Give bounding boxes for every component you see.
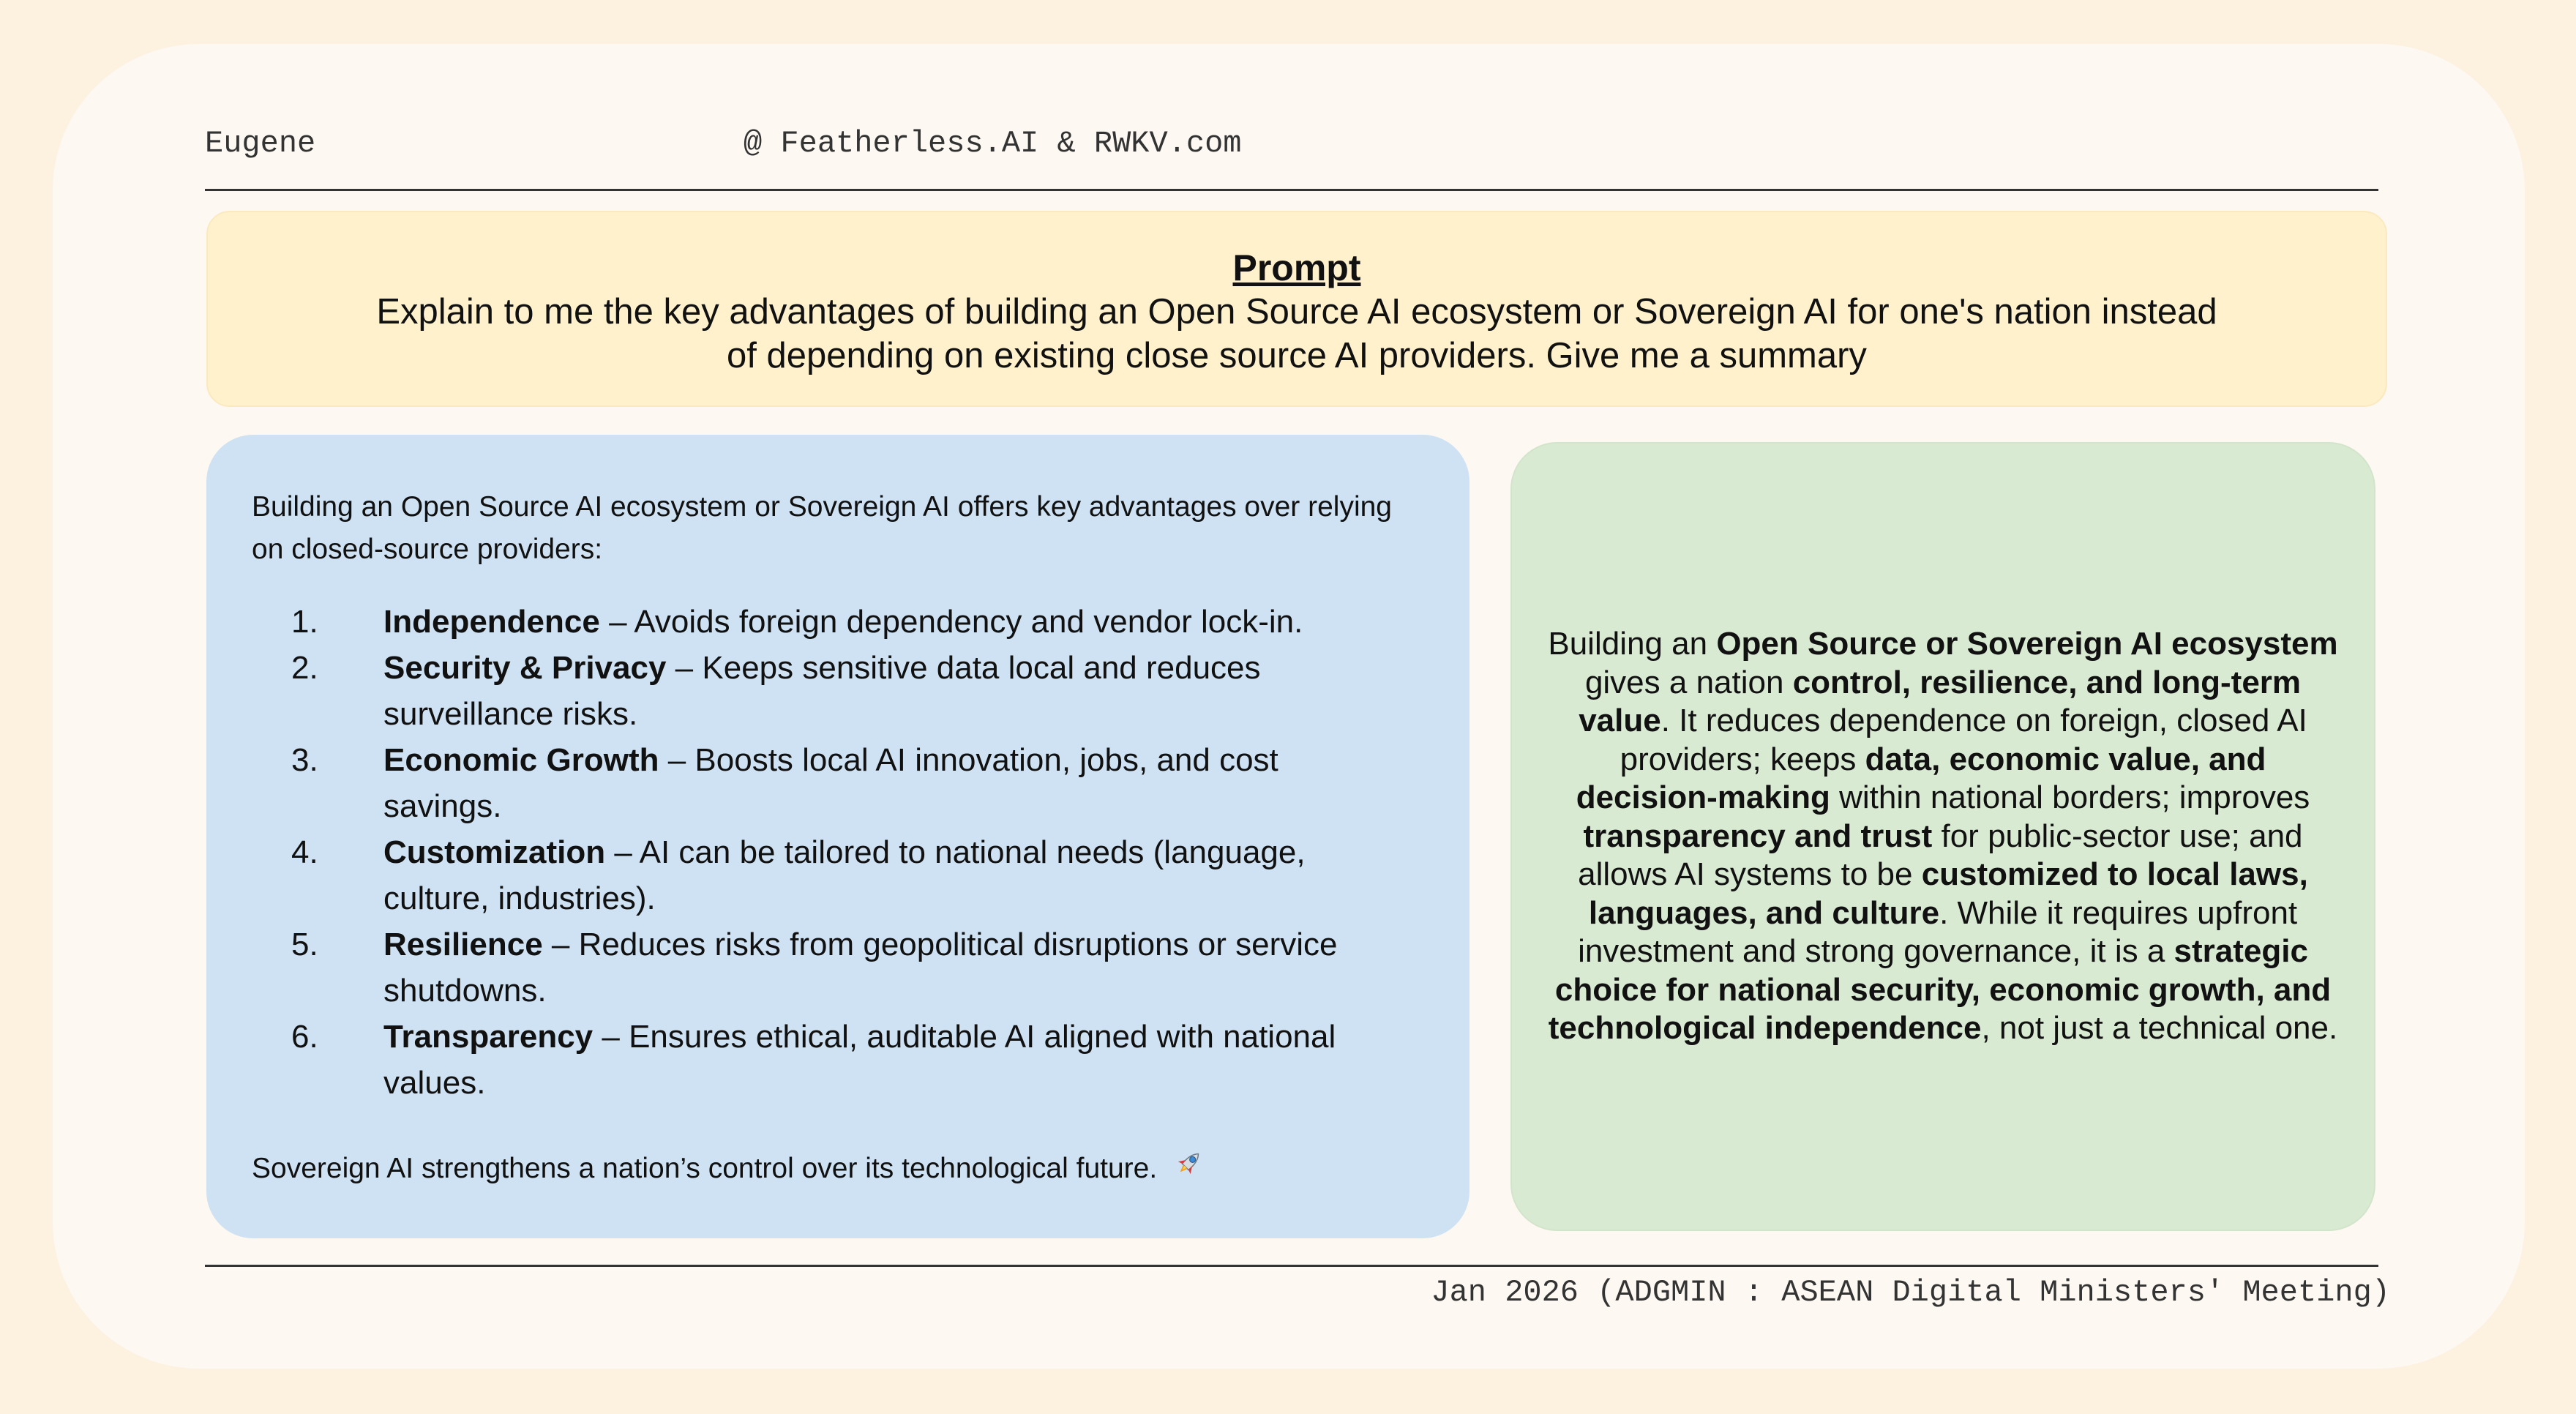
summary-segment-bold: data, economic value, and decision-making xyxy=(1576,741,2266,816)
list-item-title: Transparency xyxy=(383,1019,594,1055)
list-item-text: – Keeps sensitive data local and reduces surveillance risks. xyxy=(383,650,1261,732)
affiliation: @ Featherless.AI & RWKV.com xyxy=(744,126,1242,161)
prompt-text: Explain to me the key advantages of building an Open Source AI ecosystem or Sovereign AI for one's nation instead of depending on existing close source AI providers. Give me a summary xyxy=(376,292,2217,375)
list-item-number: 4. xyxy=(291,834,318,870)
summary-segment: . It reduces dependence on foreign, closed AI providers; keeps xyxy=(1620,703,2307,777)
left-response-intro: Building an Open Source AI ecosystem or Sovereign AI offers key advantages over relying on closed-source providers: xyxy=(252,491,1393,565)
list-item-number: 2. xyxy=(291,650,318,686)
list-item-text: – Boosts local AI innovation, jobs, and cost savings. xyxy=(383,742,1278,824)
list-item xyxy=(252,1014,1426,1106)
prompt-title: Prompt xyxy=(1232,247,1361,288)
summary-segment-bold: control, resilience, and long-term value xyxy=(1579,664,2302,739)
list-item-title: Economic Growth xyxy=(383,742,659,778)
header-divider xyxy=(205,189,2378,191)
summary-segment: gives a nation xyxy=(1584,664,1793,700)
list-item xyxy=(252,737,1426,829)
list-item xyxy=(252,829,1426,921)
list-item-text: – Avoids foreign dependency and vendor lock-in. xyxy=(599,604,1303,640)
right-response-panel xyxy=(1510,442,2375,1231)
advantages-list xyxy=(252,599,1426,1106)
list-item-number: 1. xyxy=(291,604,318,640)
author-name: Eugene xyxy=(205,126,316,161)
list-item-title: Customization xyxy=(383,834,606,870)
list-item xyxy=(252,645,1426,737)
summary-segment-bold: customized to local laws, languages, and culture xyxy=(1588,856,2308,931)
list-item xyxy=(252,921,1426,1014)
summary-segment-bold: transparency and trust xyxy=(1583,818,1933,854)
list-item-number: 6. xyxy=(291,1019,318,1055)
list-item-text: – Ensures ethical, auditable AI aligned with national values. xyxy=(383,1019,1336,1101)
summary-segment: Building an xyxy=(1548,626,1717,662)
closing-text: Sovereign AI strengthens a nation’s control over its technological future. xyxy=(252,1153,1158,1184)
list-item-title: Security & Privacy xyxy=(383,650,667,686)
left-response-closing xyxy=(252,1148,1205,1192)
footer-event: Jan 2026 (ADGMIN : ASEAN Digital Ministers' Meeting) xyxy=(1431,1275,2390,1310)
left-response-panel xyxy=(206,435,1469,1238)
list-item-number: 3. xyxy=(291,742,318,778)
summary-segment: for public-sector use; and allows AI systems to be xyxy=(1578,818,2303,893)
prompt-box xyxy=(206,211,2387,407)
footer-divider xyxy=(205,1265,2378,1267)
summary-segment: , not just a technical one. xyxy=(1981,1010,2338,1047)
list-item-text: – AI can be tailored to national needs (language, culture, industries). xyxy=(383,834,1306,916)
list-item-number: 5. xyxy=(291,927,318,962)
summary-segment: within national borders; improves xyxy=(1830,779,2310,816)
list-item-title: Independence xyxy=(383,604,600,640)
list-item xyxy=(252,599,1426,645)
list-item-title: Resilience xyxy=(383,927,543,962)
list-item-text: – Reduces risks from geopolitical disruptions or service shutdowns. xyxy=(383,927,1338,1009)
summary-segment-bold: strategic choice for national security, economic growth, and technological independence xyxy=(1548,933,2332,1047)
summary-paragraph xyxy=(1548,625,2338,1048)
summary-segment-bold: Open Source or Sovereign AI ecosystem xyxy=(1716,626,2338,662)
rocket-icon xyxy=(1172,1148,1205,1192)
summary-segment: . While it requires upfront investment and strong governance, it is a xyxy=(1578,894,2298,970)
